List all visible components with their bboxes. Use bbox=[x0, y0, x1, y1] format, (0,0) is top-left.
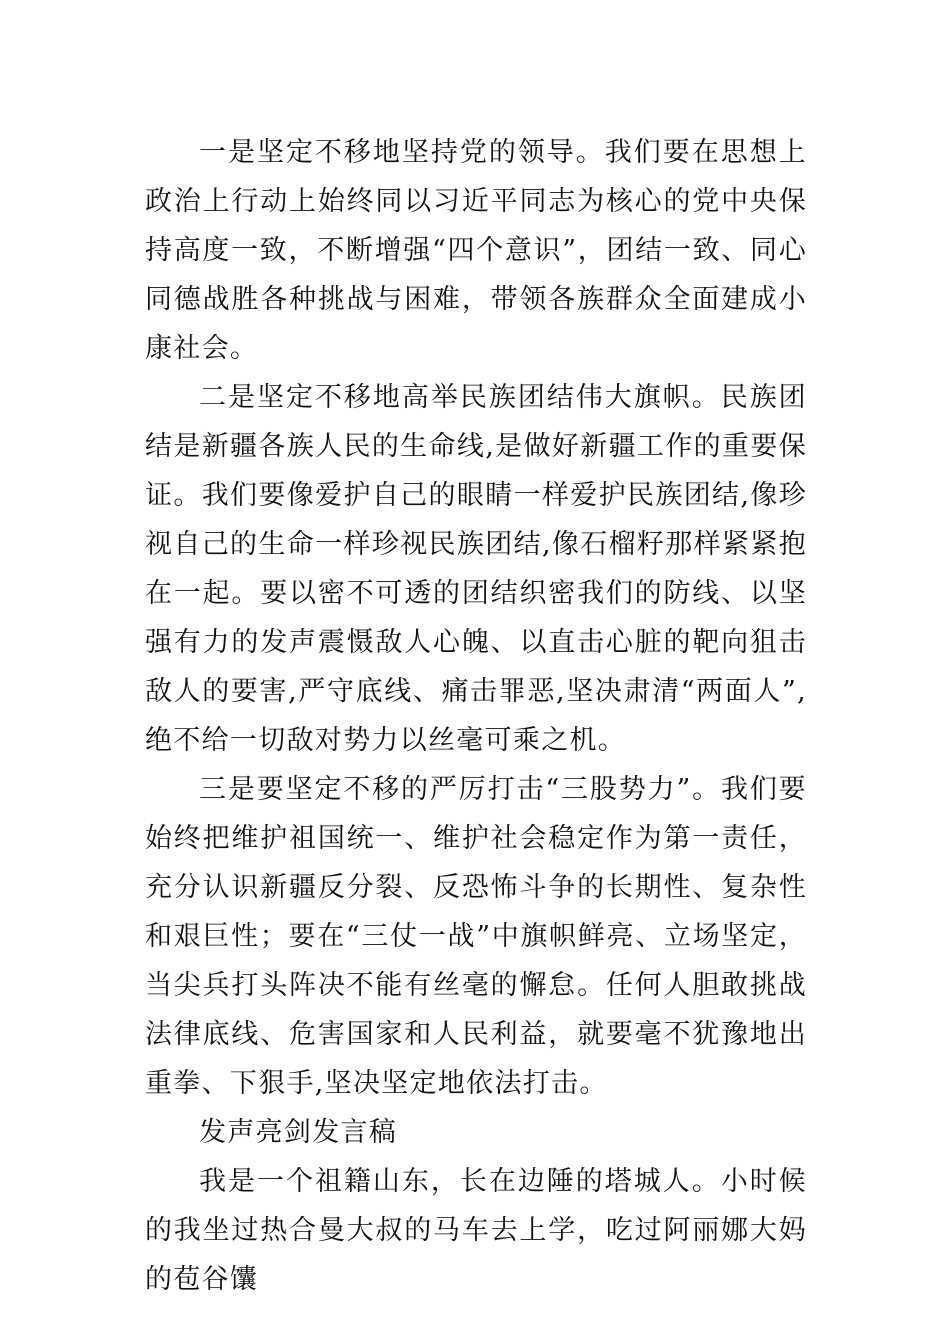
section-heading: 发声亮剑发言稿 bbox=[199, 1117, 398, 1148]
paragraph-ethnic-unity: 二是坚定不移地高举民族团结伟大旗帜。民族团结是新疆各族人民的生命线,是做好新疆工作的重要保证。我们要像爱护自己的眼睛一样爱护民族团结,像珍视自己的生命一样珍视民族团结,像石榴籽那样紧紧抱在一起。要以密不可透的团结织密我们的防线、以坚强有力的发声震慑敌人心魄、以直击心脏的靶向狙击敌人的要害,严守底线、痛击罪恶,坚决肃清“两面人”,绝不给一切敌对势力以丝毫可乘之机。 bbox=[145, 382, 807, 756]
document-body bbox=[145, 128, 807, 1304]
paragraph-personal-story: 我是一个祖籍山东，长在边陲的塔城人。小时候的我坐过热合曼大叔的马车去上学，吃过阿丽娜大妈的苞谷馕 bbox=[145, 1166, 807, 1295]
paragraph-party-leadership: 一是坚定不移地坚持党的领导。我们要在思想上政治上行动上始终同以习近平同志为核心的党中央保持高度一致，不断增强“四个意识”，团结一致、同心同德战胜各种挑战与困难，带领各族群众全面建成小康社会。 bbox=[145, 137, 807, 364]
paragraph-three-forces: 三是要坚定不移的严厉打击“三股势力”。我们要始终把维护祖国统一、维护社会稳定作为第一责任，充分认识新疆反分裂、反恐怖斗争的长期性、复杂性和艰巨性；要在“三仗一战”中旗帜鲜亮、立场坚定，当尖兵打头阵决不能有丝毫的懈怠。任何人胆敢挑战法律底线、危害国家和人民利益，就要毫不犹豫地出重拳、下狠手,坚决坚定地依法打击。 bbox=[145, 774, 807, 1099]
